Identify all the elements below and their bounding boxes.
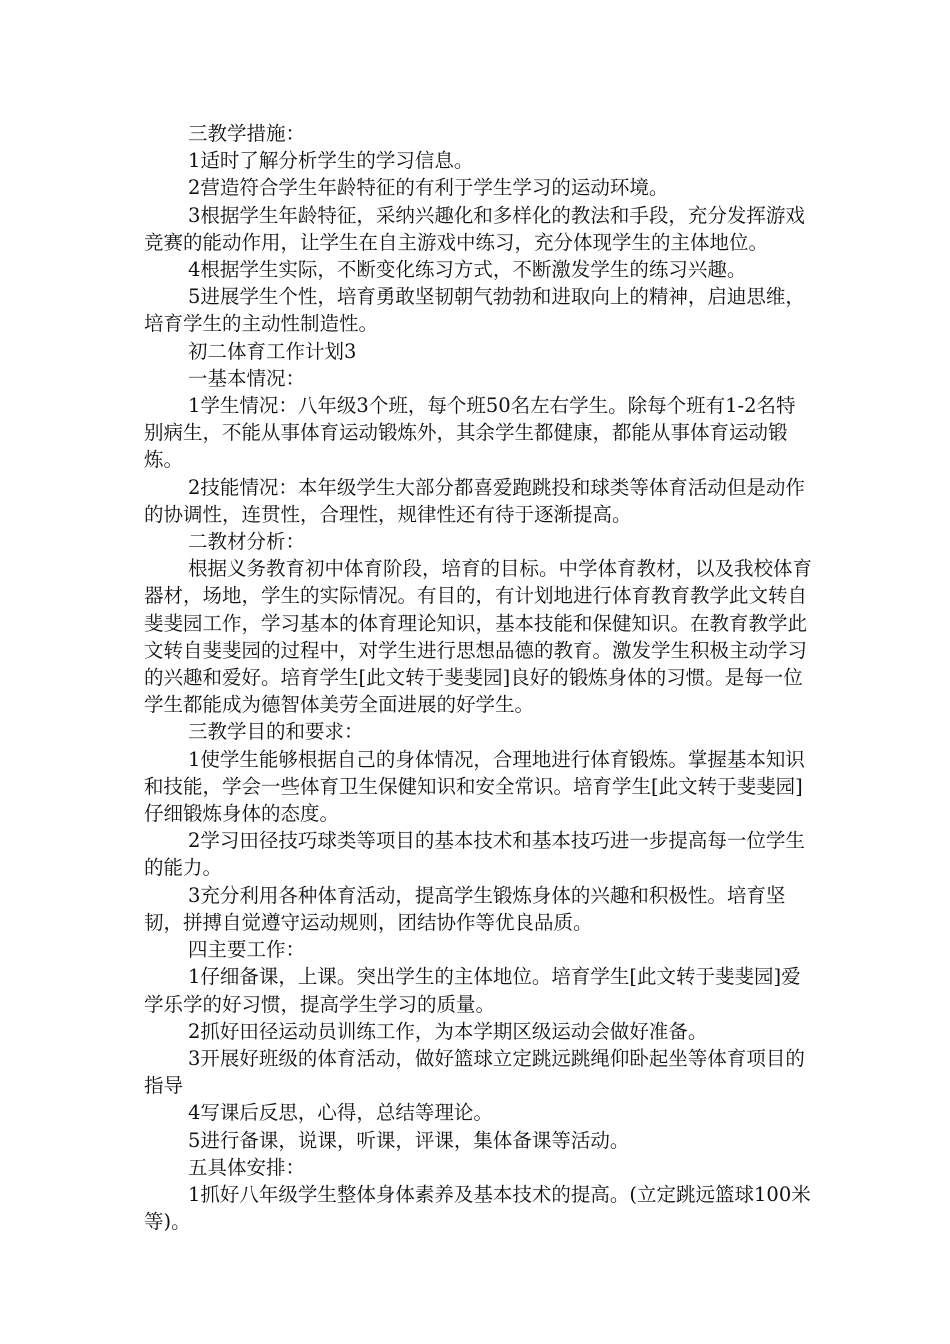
paragraph: 3充分利用各种体育活动，提高学生锻炼身体的兴趣和积极性。培育坚韧，拼搏自觉遵守运动规则，团结协作等优良品质。 [144,883,786,934]
section-title: 初二体育工作计划3 [188,339,357,363]
paragraph: 1使学生能够根据自己的身体情况，合理地进行体育锻炼。掌握基本知识和技能，学会一些体育卫生保健知识和安全常识。培育学生[此文转于斐斐园]仔细锻炼身体的态度。 [144,747,805,826]
paragraph: 4根据学生实际，不断变化练习方式，不断激发学生的练习兴趣。 [188,258,747,282]
heading-specific-arrangement: 五具体安排： [188,1155,306,1179]
heading-textbook-analysis: 二教材分析： [188,530,306,554]
paragraph: 4写课后反思，心得，总结等理论。 [188,1101,493,1125]
document-page [144,120,812,1235]
heading-teaching-goals: 三教学目的和要求： [188,720,364,744]
paragraph: 3根据学生年龄特征，采纳兴趣化和多样化的教法和手段，充分发挥游戏竞赛的能动作用，让学生在自主游戏中练习，充分体现学生的主体地位。 [144,203,805,254]
paragraph: 2抓好田径运动员训练工作，为本学期区级运动会做好准备。 [188,1019,708,1043]
paragraph: 1仔细备课，上课。突出学生的主体地位。培育学生[此文转于斐斐园]爱学乐学的好习惯，提高学生学习的质量。 [144,965,801,1016]
heading-teaching-measures: 三教学措施： [188,122,306,145]
paragraph: 2营造符合学生年龄特征的有利于学生学习的运动环境。 [188,176,669,200]
heading-main-work: 四主要工作： [188,938,306,962]
paragraph: 1抓好八年级学生整体身体素养及基本技术的提高。(立定跳远篮球100米等)。 [144,1182,811,1234]
paragraph: 2技能情况：本年级学生大部分都喜爱跑跳投和球类等体育活动但是动作的协调性，连贯性，合理性，规律性还有待于逐渐提高。 [144,475,805,526]
paragraph: 根据义务教育初中体育阶段，培育的目标。中学体育教材，以及我校体育器材，场地，学生的实际情况。有目的，有计划地进行体育教育教学此文转自斐斐园工作，学习基本的体育理论知识，基本技能和保健知识。在教育教学此文转自斐斐园的过程中，对学生进行思想品德的教育。激发学生积极主动学习的兴趣和爱好。培育学生[此文转于斐斐园]良好的锻炼身体的习惯。是每一位学生都能成为德智体美劳全面进展的好学生。 [144,557,813,717]
paragraph: 5进行备课，说课，听课，评课，集体备课等活动。 [188,1128,630,1152]
paragraph: 2学习田径技巧球类等项目的基本技术和基本技巧进一步提高每一位学生的能力。 [144,829,805,880]
paragraph: 5进展学生个性，培育勇敢坚韧朝气勃勃和进取向上的精神，启迪思维，培育学生的主动性制造性。 [144,285,805,336]
paragraph: 3开展好班级的体育活动，做好篮球立定跳远跳绳仰卧起坐等体育项目的指导 [144,1046,805,1098]
paragraph: 1学生情况：八年级3个班，每个班50名左右学生。除每个班有1-2名特别病生，不能从事体育运动锻炼外，其余学生都健康，都能从事体育运动锻炼。 [144,394,796,472]
heading-basic-situation: 一基本情况： [188,366,306,390]
paragraph: 1适时了解分析学生的学习信息。 [188,149,474,173]
